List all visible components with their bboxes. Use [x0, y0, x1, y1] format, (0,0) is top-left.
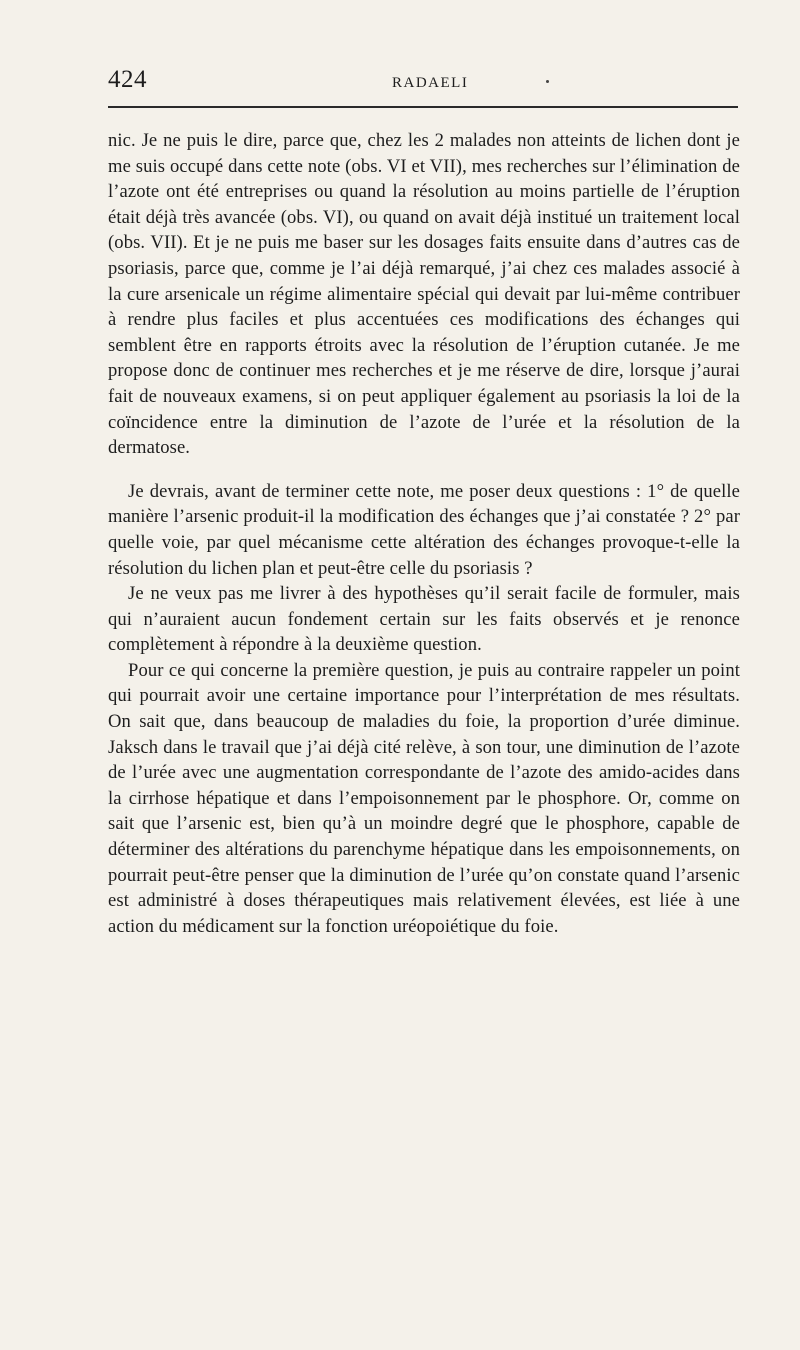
header-dot: [546, 80, 549, 83]
running-head: RADAELI: [392, 75, 469, 91]
paragraph-questions: Je devrais, avant de terminer cette note, me poser deux questions : 1° de quelle manière l’arsenic produit-il la modification des échanges que j’ai constatée ? 2° par quelle voie, par quel mécanisme cette altération des échanges provoque-t-elle la résolution du lichen plan et peut-être celle du psoriasis ?: [108, 480, 740, 579]
paragraph-hypotheses: Je ne veux pas me livrer à des hypothèses qu’il serait facile de formuler, mais qui n’auraient aucun fondement certain sur les faits observés et je renonce complètement à répondre à la deuxième question.: [108, 583, 740, 656]
paragraph-first-question: Pour ce qui concerne la première question, je puis au contraire rappeler un point qui pourrait avoir une certaine importance pour l’interprétation de mes résultats. On sait que, dans beaucoup de maladies du foie, la proportion d’urée diminue. Jaksch dans le travail que j’ai déjà cité relève, à son tour, une diminution de l’azote de l’urée avec une augmentation correspondante de l’azote des amido-acides dans la cirrhose hépatique et dans l’empoisonnement par le phosphore. Or, comme on sait que l’arsenic est, bien qu’à un moindre degré que le phosphore, capable de déterminer des altérations du parenchyme hépatique dans les empoisonnements, on pourrait peut-être penser que la diminution de l’urée qu’on constate quand l’arsenic est administré à doses thérapeutiques mais relativement élevées, est liée à une action du médicament sur la fonction uréopoiétique du foie.: [108, 659, 740, 937]
page-header: [108, 66, 740, 116]
header-rule: [108, 106, 738, 108]
paragraph-continuation: nic. Je ne puis le dire, parce que, chez les 2 malades non atteints de lichen dont je me suis occupé dans cette note (obs. VI et VII), mes recherches sur l’élimination de l’azote ont été entreprises ou quand la résolution au moins partielle de l’éruption était déjà très avancée (obs. VI), ou quand on avait déjà institué un traitement local (obs. VII). Et je ne puis me baser sur les dosages faits ensuite dans d’autres cas de psoriasis, parce que, comme je l’ai déjà remarqué, j’ai chez ces malades associé à la cure arsenicale un régime alimentaire spécial qui devait par lui-même contribuer à rendre plus faciles et plus accentuées ces modifications des échanges qui semblent être en rapports étroits avec la résolution de l’éruption cutanée. Je me propose donc de continuer mes recherches et je me réserve de dire, lorsque j’aurai fait de nouveaux examens, si on peut appliquer également au psoriasis la loi de la coïncidence entre la diminution de l’azote de l’urée et la résolution de la dermatose.: [108, 130, 740, 459]
page-number: 424: [108, 66, 147, 93]
body-text: [108, 128, 740, 939]
